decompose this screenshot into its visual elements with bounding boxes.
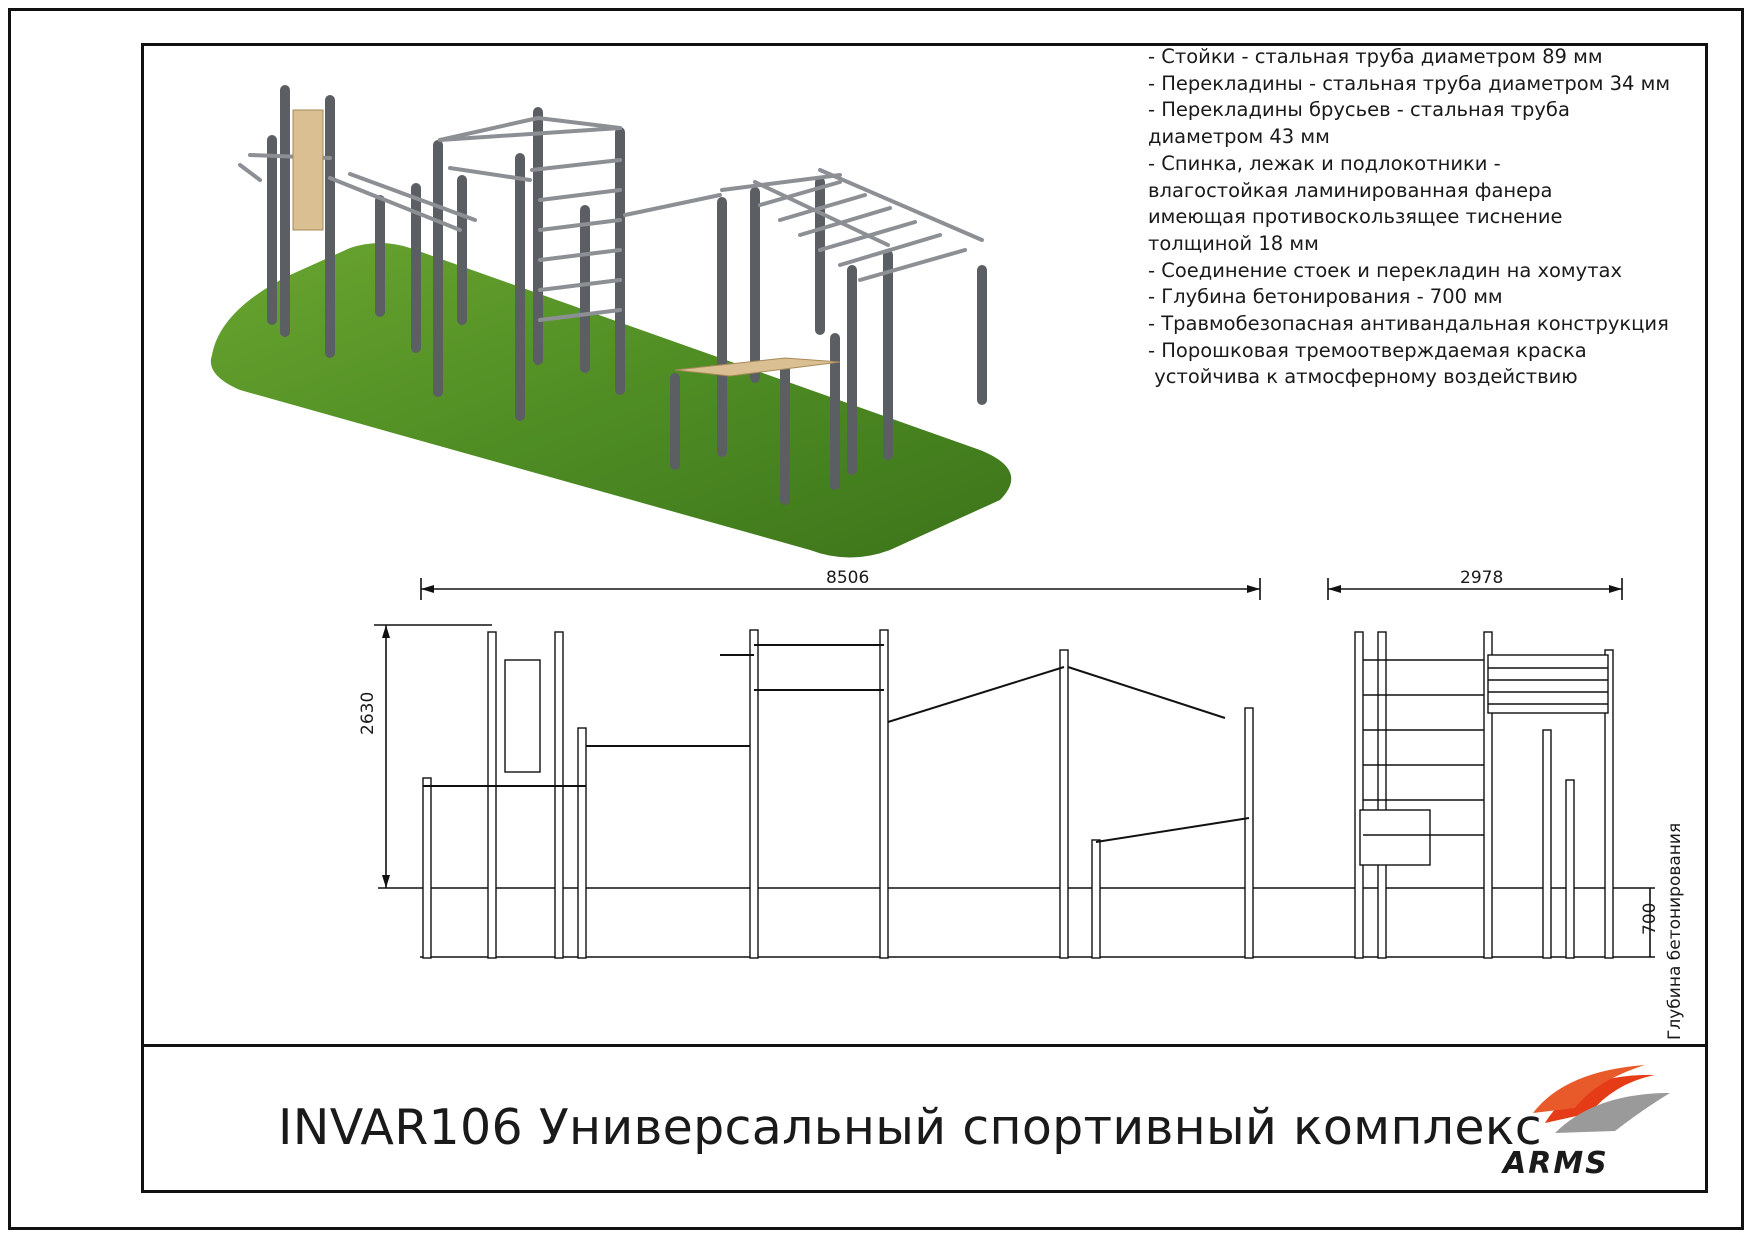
title-divider [141, 1044, 1708, 1047]
spec-line: - Перекладины - стальная труба диаметром 34 мм [1148, 71, 1671, 95]
spec-line: - Глубина бетонирования - 700 мм [1148, 285, 1503, 309]
backrest-board [293, 110, 323, 230]
spec-line: толщиной 18 мм [1148, 231, 1319, 255]
spec-line: - Порошковая тремоотверждаемая краска [1148, 338, 1587, 362]
spec-line: влагостойкая ламинированная фанера [1148, 178, 1553, 202]
spec-line: устойчива к атмосферному воздействию [1148, 365, 1578, 389]
spec-line: диаметром 43 мм [1148, 125, 1330, 149]
spec-line: - Травмобезопасная антивандальная конструкция [1148, 312, 1669, 336]
spec-line: - Стойки - стальная труба диаметром 89 мм [1148, 45, 1603, 68]
page-title: INVAR106 Универсальный спортивный комплекс [278, 1099, 1542, 1156]
dimension-depth: 700 [1640, 902, 1660, 935]
spec-line: - Перекладины брусьев - стальная труба [1148, 98, 1570, 122]
dimension-front-width: 8506 [826, 568, 870, 588]
complex-3d-render [200, 70, 1030, 560]
dimension-depth-label: Глубина бетонирования [1665, 822, 1685, 1040]
spec-line: имеющая противоскользящее тиснение [1148, 205, 1563, 229]
logo-text: ARMS [1503, 1146, 1609, 1181]
spec-line: - Спинка, лежак и подлокотники - [1148, 151, 1501, 175]
dimension-height: 2630 [358, 691, 378, 735]
spec-list [1148, 44, 1703, 391]
spec-line: - Соединение стоек и перекладин на хомутах [1148, 258, 1623, 282]
dimension-side-width: 2978 [1460, 568, 1504, 588]
